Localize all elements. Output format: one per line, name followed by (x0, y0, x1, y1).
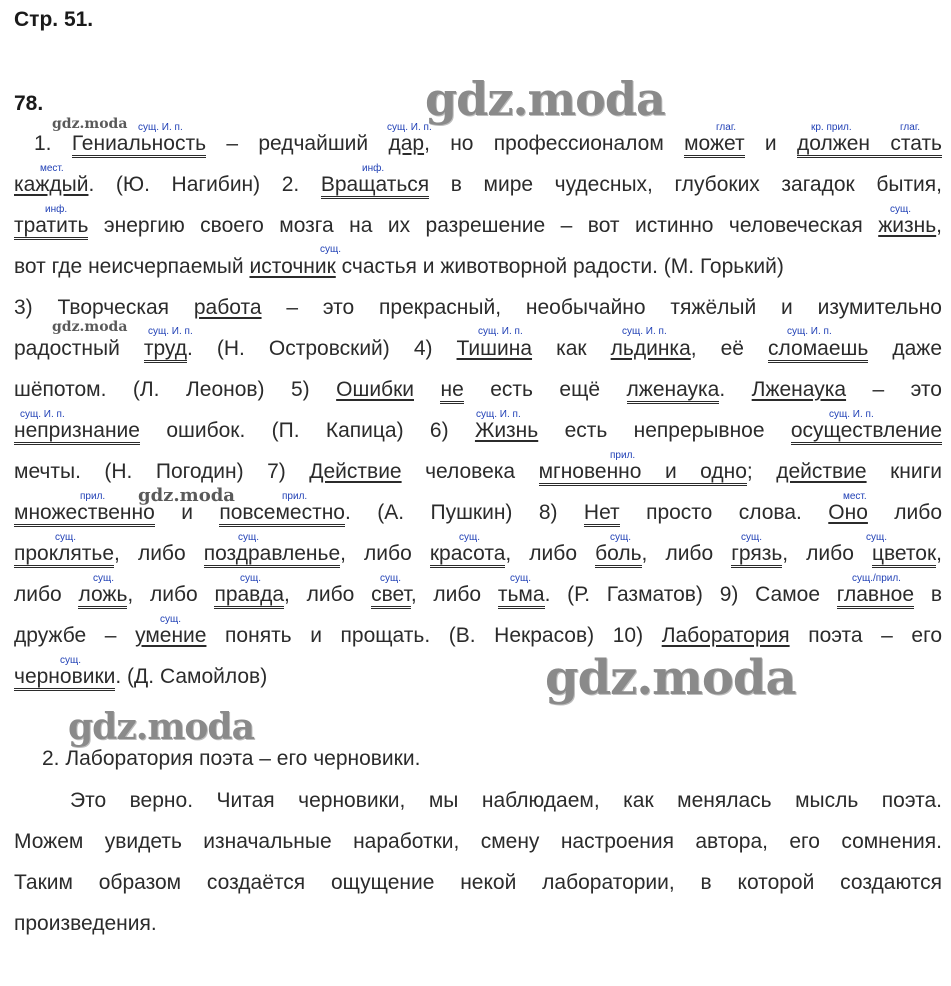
paragraph-line: Это верно. Читая черновики, мы наблюдаем, как менялась мысль поэта. (70, 789, 942, 812)
annotation: мест. (843, 491, 867, 502)
text-line: шёпотом. (Л. Леонов) 5) Ошибки не есть ещё лженаука. Лженаука – это (14, 377, 942, 403)
annotation: сущ. (510, 573, 532, 584)
watermark: gdz.moda (425, 72, 665, 126)
annotation: сущ. И. п. (387, 122, 432, 133)
annotation: сущ. (60, 655, 82, 666)
annotation: глаг. (716, 122, 737, 133)
watermark: gdz.moda (138, 485, 235, 506)
annotation: сущ. (866, 532, 888, 543)
annotation: прил. (282, 491, 308, 502)
annotation: прил. (610, 450, 636, 461)
annotation: сущ. И. п. (476, 409, 521, 420)
annotation: сущ. И. п. (829, 409, 874, 420)
annotation: сущ. (890, 204, 912, 215)
text-line: 1. Гениальность – редчайший дар, но профессионалом может и должен стать (34, 131, 942, 157)
annotation: мест. (40, 163, 64, 174)
annotation: сущ. (459, 532, 481, 543)
annotation: сущ./прил. (852, 573, 901, 584)
text-line: либо ложь, либо правда, либо свет, либо тьма. (Р. Газматов) 9) Самое главное в (14, 582, 942, 608)
annotation: глаг. (900, 122, 921, 133)
part2-heading: 2. Лаборатория поэта – его черновики. (42, 747, 421, 770)
annotation: прил. (80, 491, 106, 502)
annotation: сущ. И. п. (622, 326, 667, 337)
annotation: сущ. (238, 532, 260, 543)
text-line: непризнание ошибок. (П. Капица) 6) Жизнь есть непрерывное осуществление (14, 418, 942, 444)
annotation: сущ. (380, 573, 402, 584)
annotation: сущ. И. п. (478, 326, 523, 337)
text-line: проклятье, либо поздравленье, либо красота, либо боль, либо грязь, либо цветок, (14, 541, 942, 567)
watermark: gdz.moda (68, 706, 254, 748)
text-line: мечты. (Н. Погодин) 7) Действие человека мгновенно и одно; действие книги (14, 459, 942, 485)
watermark: gdz.moda (52, 319, 128, 335)
text-line: вот где неисчерпаемый источник счастья и животворной радости. (М. Горький) (14, 255, 784, 278)
annotation: сущ. (93, 573, 115, 584)
annotation: сущ. И. п. (20, 409, 65, 420)
annotation: сущ. И. п. (138, 122, 183, 133)
annotation: сущ. И. п. (787, 326, 832, 337)
paragraph-line: Можем увидеть изначальные наработки, смену настроения автора, его сомнения. (14, 830, 942, 853)
task-number: 78. (14, 92, 44, 115)
annotation: сущ. (55, 532, 77, 543)
paragraph-line: произведения. (14, 912, 157, 935)
text-line: дружбе – умение понять и прощать. (В. Некрасов) 10) Лаборатория поэта – его (14, 624, 942, 647)
text-line: множественно и повсеместно. (А. Пушкин) 8) Нет просто слова. Оно либо (14, 500, 942, 526)
annotation: инф. (362, 163, 385, 174)
text-line: радостный труд. (Н. Островский) 4) Тишина как льдинка, её сломаешь даже (14, 336, 942, 362)
annotation: сущ. (240, 573, 262, 584)
annotation: сущ. И. п. (148, 326, 193, 337)
paragraph-line: Таким образом создаётся ощущение некой лаборатории, в которой создаются (14, 871, 942, 894)
text-line: черновики. (Д. Самойлов) (14, 664, 267, 690)
annotation: сущ. (610, 532, 632, 543)
page-label: Стр. 51. (14, 8, 94, 31)
watermark: gdz.moda (545, 650, 796, 706)
annotation: кр. прил. (811, 122, 852, 133)
watermark: gdz.moda (52, 116, 128, 132)
text-line: 3) Творческая работа – это прекрасный, необычайно тяжёлый и изумительно (14, 296, 942, 319)
annotation: сущ. (741, 532, 763, 543)
annotation: сущ. (160, 614, 182, 625)
annotation: сущ. (320, 244, 342, 255)
text-line: тратить энергию своего мозга на их разрешение – вот истинно человеческая жизнь, (14, 213, 942, 239)
annotation: инф. (45, 204, 68, 215)
text-line: каждый. (Ю. Нагибин) 2. Вращаться в мире чудесных, глубоких загадок бытия, (14, 172, 942, 198)
